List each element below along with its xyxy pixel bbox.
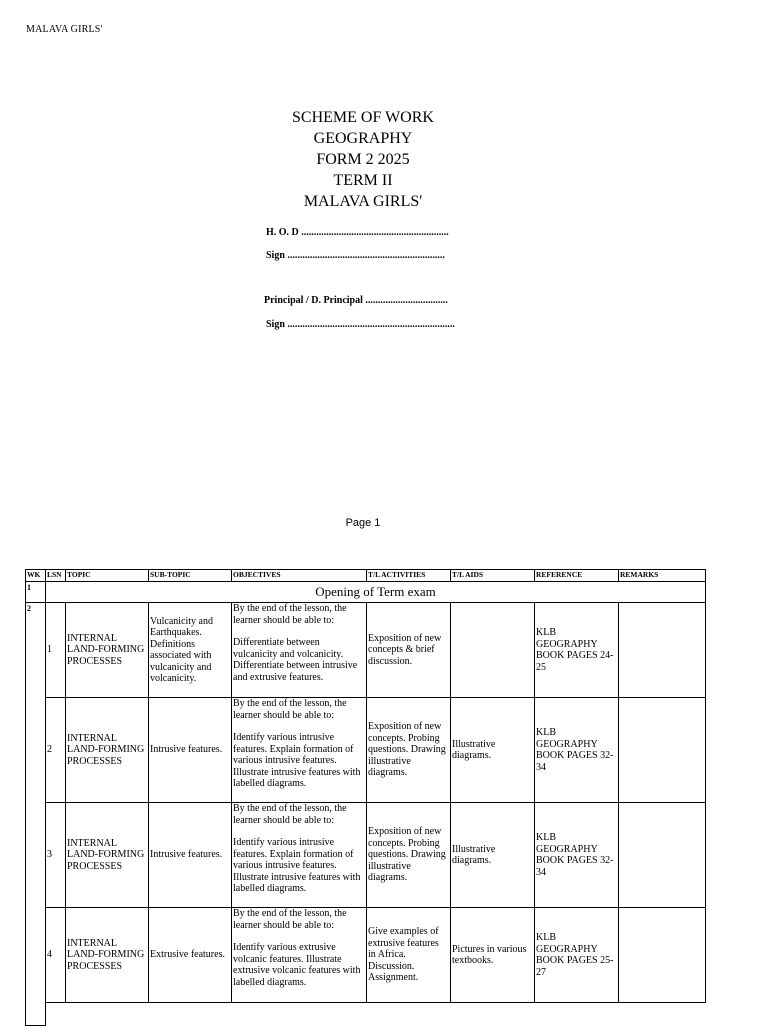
principal-line: Principal / D. Principal ................................. — [264, 295, 448, 306]
school-header: MALAVA GIRLS' — [26, 24, 103, 35]
objectives-intro: By the end of the lesson, the learner should be able to: — [233, 803, 347, 826]
header-wk: WK — [26, 570, 46, 582]
aids-cell: Illustrative diagrams. — [451, 803, 535, 908]
aids-cell: Illustrative diagrams. — [451, 698, 535, 803]
activities-cell: Exposition of new concepts. Probing questions. Drawing illustrative diagrams. — [367, 803, 451, 908]
lesson-number: 3 — [46, 803, 66, 908]
hod-sign-line: Sign ............................................................... — [266, 250, 445, 261]
activities-cell: Exposition of new concepts & brief discussion. — [367, 603, 451, 698]
lesson-number: 1 — [46, 603, 66, 698]
table-row — [26, 803, 706, 908]
topic-cell: INTERNAL LAND-FORMING PROCESSES — [66, 908, 149, 1003]
topic-cell: INTERNAL LAND-FORMING PROCESSES — [66, 698, 149, 803]
aids-cell — [451, 603, 535, 698]
remarks-cell — [619, 603, 706, 698]
table-row — [26, 603, 706, 698]
week1-number: 1 — [26, 582, 46, 603]
title-line-school: MALAVA GIRLS' — [303, 193, 423, 210]
objectives-body: Identify various intrusive features. Explain formation of various intrusive features. Illustrate intrusive features with labelled diagrams. — [233, 732, 361, 789]
page-number: Page 1 — [345, 517, 381, 529]
aids-cell: Pictures in various textbooks. — [451, 908, 535, 1003]
header-lsn: LSN — [46, 570, 66, 582]
title-line-term: TERM II — [333, 172, 393, 189]
title-line-subject: GEOGRAPHY — [313, 130, 413, 147]
objectives-cell — [232, 698, 367, 803]
lesson-number: 4 — [46, 908, 66, 1003]
reference-cell: KLB GEOGRAPHY BOOK PAGES 25-27 — [535, 908, 619, 1003]
subtopic-cell: Intrusive features. — [149, 698, 232, 803]
reference-cell: KLB GEOGRAPHY BOOK PAGES 32-34 — [535, 803, 619, 908]
header-topic: TOPIC — [66, 570, 149, 582]
header-remarks: REMARKS — [619, 570, 706, 582]
title-line-form: FORM 2 2025 — [316, 151, 410, 168]
table-row-partial — [26, 1003, 706, 1026]
objectives-intro: By the end of the lesson, the learner should be able to: — [233, 908, 347, 931]
header-subtopic: SUB-TOPIC — [149, 570, 232, 582]
partial-row-cell — [46, 1003, 706, 1026]
remarks-cell — [619, 908, 706, 1003]
objectives-intro: By the end of the lesson, the learner should be able to: — [233, 603, 347, 626]
header-aids: T/L AIDS — [451, 570, 535, 582]
document-title — [0, 107, 726, 212]
week1-row — [26, 582, 706, 603]
week2-number: 2 — [26, 603, 46, 1026]
table-header-row — [26, 570, 706, 582]
objectives-cell — [232, 603, 367, 698]
table-row — [26, 698, 706, 803]
opening-exam-cell: Opening of Term exam — [46, 582, 706, 603]
table-row — [26, 908, 706, 1003]
scheme-table — [25, 569, 706, 1026]
objectives-body: Identify various intrusive features. Explain formation of various intrusive features. Illustrate intrusive features with labelled diagrams. — [233, 837, 361, 894]
topic-cell: INTERNAL LAND-FORMING PROCESSES — [66, 803, 149, 908]
principal-sign-line: Sign ................................................................... — [266, 319, 455, 330]
reference-cell: KLB GEOGRAPHY BOOK PAGES 32-34 — [535, 698, 619, 803]
lesson-number: 2 — [46, 698, 66, 803]
subtopic-cell: Extrusive features. — [149, 908, 232, 1003]
reference-cell: KLB GEOGRAPHY BOOK PAGES 24-25 — [535, 603, 619, 698]
header-activities: T/L ACTIVITIES — [367, 570, 451, 582]
activities-cell: Exposition of new concepts. Probing questions. Drawing illustrative diagrams. — [367, 698, 451, 803]
objectives-cell — [232, 908, 367, 1003]
subtopic-cell: Vulcanicity and Earthquakes. Definitions associated with vulcanicity and volcanicity. — [149, 603, 232, 698]
activities-cell: Give examples of extrusive features in Africa. Discussion. Assignment. — [367, 908, 451, 1003]
objectives-body: Identify various extrusive volcanic features. Illustrate extrusive volcanic features with labelled diagrams. — [233, 942, 361, 988]
header-objectives: OBJECTIVES — [232, 570, 367, 582]
topic-cell: INTERNAL LAND-FORMING PROCESSES — [66, 603, 149, 698]
objectives-intro: By the end of the lesson, the learner should be able to: — [233, 698, 347, 721]
title-line-scheme: SCHEME OF WORK — [292, 109, 434, 126]
remarks-cell — [619, 803, 706, 908]
header-reference: REFERENCE — [535, 570, 619, 582]
hod-line: H. O. D ........................................................... — [266, 227, 449, 238]
objectives-body: Differentiate between vulcanicity and volcanicity. Differentiate between intrusive and extrusive features. — [233, 637, 358, 683]
subtopic-cell: Intrusive features. — [149, 803, 232, 908]
objectives-cell — [232, 803, 367, 908]
remarks-cell — [619, 698, 706, 803]
